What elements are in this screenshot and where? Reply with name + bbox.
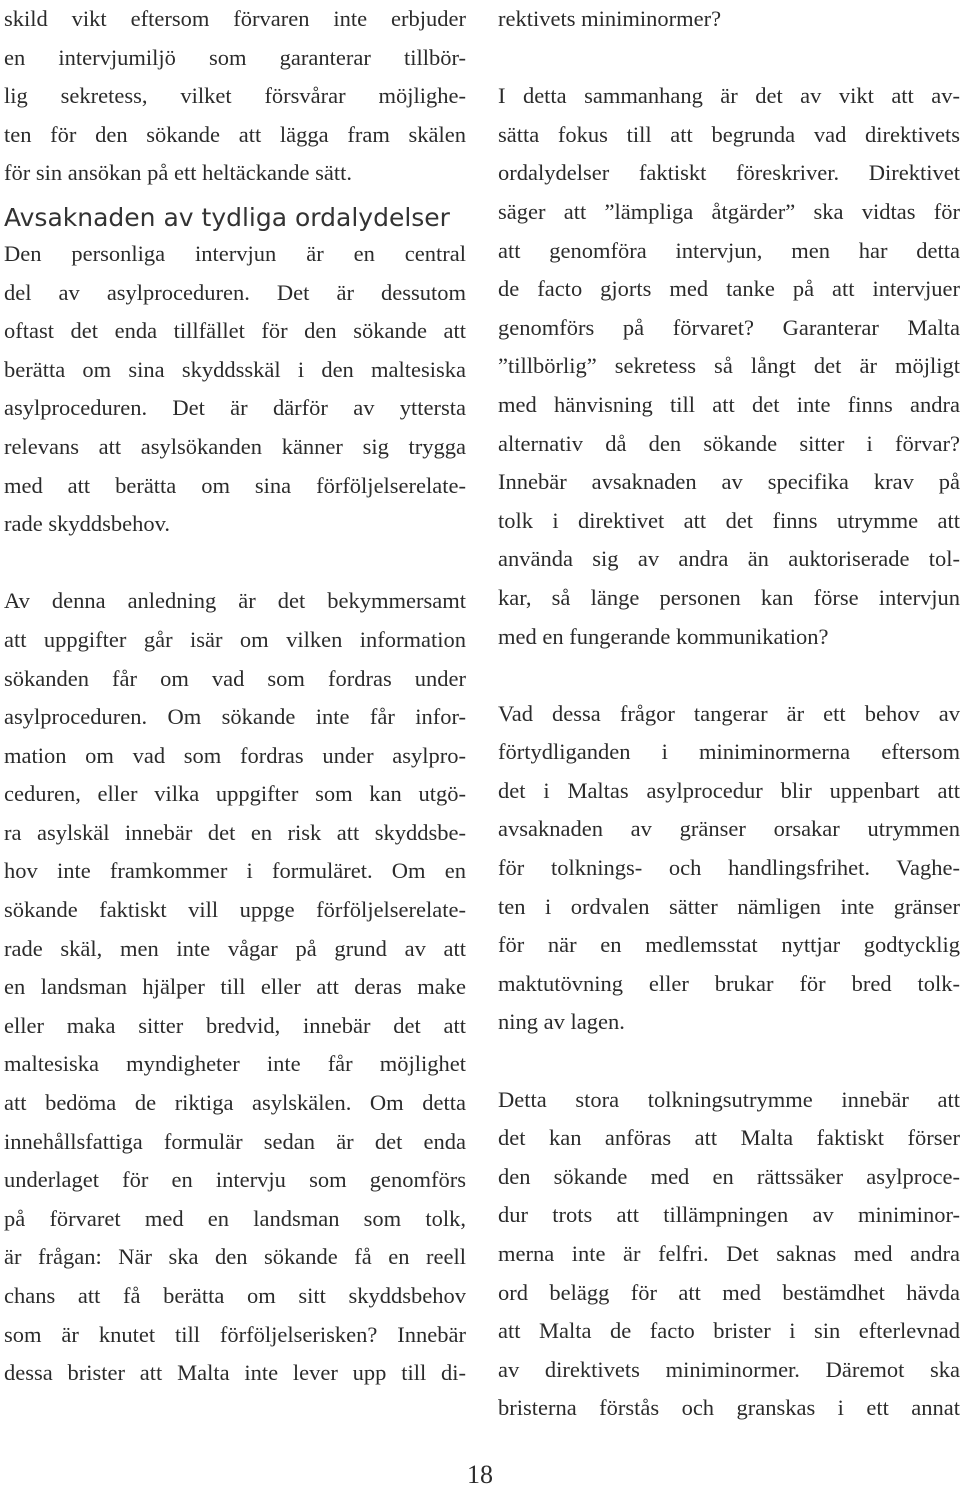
text-line: underlaget för en intervju som genomförs — [4, 1167, 466, 1193]
text-line: med att berätta om sina förföljelserelate- — [4, 472, 466, 498]
text-line: en intervjumiljö som garanterar tillbör- — [4, 44, 466, 70]
text-line: merna inte är felfri. Det saknas med andra — [498, 1241, 960, 1266]
paragraph — [498, 0, 960, 656]
text-line: ten i ordvalen sätter nämligen inte gränser — [498, 893, 960, 919]
text-line: I detta sammanhang är det av vikt att av- — [498, 83, 960, 109]
text-line: använda sig av andra än auktoriserade tol- — [498, 546, 960, 572]
text-line: dur trots att tillämpningen av miniminor- — [498, 1202, 960, 1228]
text-line: dessa brister att Malta inte lever upp till di- — [4, 1360, 466, 1386]
text-line: asylproceduren. Det är därför av yttersta — [4, 395, 466, 421]
text-line: sökanden får om vad som fordras under — [4, 665, 466, 691]
text-line: den sökande med en rättssäker asylproce- — [498, 1163, 960, 1189]
text-line: är frågan: När ska den sökande få en reell — [4, 1244, 466, 1270]
text-line: rade skäl, men inte vågar på grund av att — [4, 935, 466, 961]
text-line: Detta stora tolkningsutrymme innebär att — [498, 1086, 960, 1112]
text-line: ”tillbörlig” sekretess så långt det är möjligt — [498, 353, 960, 379]
text-line: för sin ansökan på ett heltäckande sätt. — [4, 160, 353, 186]
paragraph-gap — [4, 544, 466, 583]
text-line: på förvaret med en landsman som tolk, — [4, 1205, 466, 1231]
text-line: för när en medlemsstat nyttjar godtycklig — [498, 932, 960, 958]
text-line: asylproceduren. Om sökande inte får infor- — [4, 704, 466, 730]
text-line: förtydliganden i miniminormerna eftersom — [498, 739, 960, 765]
text-line: hov inte framkommer i formuläret. Om en — [4, 858, 466, 884]
text-line: ordalydelser faktiskt föreskriver. Direktivet — [498, 160, 960, 186]
page-number: 18 — [467, 1460, 493, 1489]
text-line: ord belägg för att med bestämdhet hävda — [498, 1279, 960, 1305]
text-line: Den personliga intervjun är en central — [4, 240, 466, 266]
text-line: ning av lagen. — [498, 1009, 625, 1035]
text-line: att Malta de facto brister i sin efterlevnad — [498, 1318, 960, 1344]
text-line: tolk i direktivet att det finns utrymme att — [498, 507, 960, 533]
text-line: innehållsfattiga formulär sedan är det enda — [4, 1128, 466, 1154]
paragraph — [4, 582, 466, 1392]
text-line: av direktivets miniminormer. Däremot ska — [498, 1356, 960, 1382]
paragraph — [4, 235, 466, 544]
text-line: Vad dessa frågor tangerar är ett behov av — [498, 700, 960, 726]
paragraph-gap — [498, 39, 960, 78]
text-line: det kan anföras att Malta faktiskt förser — [498, 1125, 960, 1151]
text-line: relevans att asylsökanden känner sig trygga — [4, 433, 466, 459]
text-line: ra asylskäl innebär det en risk att skyddsbe- — [4, 819, 466, 845]
right-column — [498, 0, 960, 1428]
text-line: avsaknaden av gränser orsakar utrymmen — [498, 816, 960, 842]
text-line: rade skyddsbehov. — [4, 511, 171, 537]
text-line: de facto gjorts med tanke på att intervjuer — [498, 276, 960, 302]
text-line: att uppgifter går isär om vilken information — [4, 626, 466, 652]
text-line: berätta om sina skyddsskäl i den maltesiska — [4, 356, 466, 382]
text-line: med en fungerande kommunikation? — [498, 623, 829, 649]
text-line: en landsman hjälper till eller att deras make — [4, 974, 466, 1000]
paragraph — [498, 1081, 960, 1428]
section-heading: Avsaknaden av tydliga ordalydelser — [4, 202, 450, 232]
text-line: Av denna anledning är det bekymmersamt — [4, 588, 466, 614]
text-line: Innebär avsaknaden av specifika krav på — [498, 469, 960, 495]
text-line: ten för den sökande att lägga fram skälen — [4, 121, 466, 147]
text-line: eller maka sitter bredvid, innebär det att — [4, 1012, 466, 1038]
text-line: sökande faktiskt vill uppge förföljelserelate- — [4, 897, 466, 923]
text-line: att bedöma de riktiga asylskälen. Om detta — [4, 1090, 466, 1116]
text-line: bristerna förstås och granskas i ett annat — [498, 1395, 960, 1421]
paragraph-gap — [498, 656, 960, 695]
paragraph — [4, 0, 466, 193]
text-line: mation om vad som fordras under asylpro- — [4, 742, 466, 768]
text-line: maltesiska myndigheter inte får möjlighet — [4, 1051, 466, 1077]
text-line: kar, så länge personen kan förse intervjun — [498, 584, 960, 610]
text-line: maktutövning eller brukar för bred tolk- — [498, 970, 960, 996]
text-line: alternativ då den sökande sitter i förvar? — [498, 430, 960, 456]
text-line: lig sekretess, vilket försvårar möjlighe- — [4, 83, 466, 109]
paragraph-gap — [498, 1042, 960, 1081]
text-line: att genomföra intervjun, men har detta — [498, 237, 960, 263]
text-line: säger att ”lämpliga åtgärder” ska vidtas för — [498, 198, 960, 224]
text-line: som är knutet till förföljelserisken? Innebär — [4, 1321, 466, 1347]
paragraph — [498, 695, 960, 1042]
text-line: för tolknings- och handlingsfrihet. Vaghe- — [498, 855, 960, 881]
text-line: sätta fokus till att begrunda vad direktivets — [498, 121, 960, 147]
text-line: skild vikt eftersom förvaren inte erbjuder — [4, 6, 466, 31]
text-line: med hänvisning till att det inte finns andra — [498, 391, 960, 417]
left-column — [4, 0, 466, 1393]
text-line: ceduren, eller vilka uppgifter som kan utgö- — [4, 781, 466, 807]
text-line: chans att få berätta om sitt skyddsbehov — [4, 1283, 466, 1308]
text-line: del av asylproceduren. Det är dessutom — [4, 279, 466, 305]
text-line: rektivets miniminormer? — [498, 6, 722, 31]
text-line: oftast det enda tillfället för den sökande att — [4, 318, 466, 344]
text-line: det i Maltas asylprocedur blir uppenbart att — [498, 777, 960, 803]
text-line: genomförs på förvaret? Garanterar Malta — [498, 314, 960, 340]
